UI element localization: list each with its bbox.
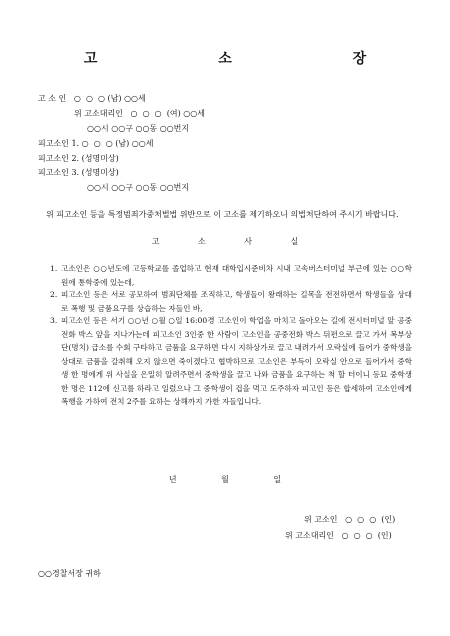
date-line: 년 월 일 [168, 475, 282, 484]
intro-paragraph: 위 피고소인 등을 특정범죄가중처벌법 위반으로 이 고소를 제기하오니 의법처단하여 주시기 바랍니다. [46, 210, 399, 219]
fact-number: 2. [50, 290, 58, 299]
fact-item-1 [50, 262, 412, 289]
fact-text: 피고소인 등은 서기 ○○년 ○월 ○일 16:00경 고소인이 학업을 마치고 돌아오는 길에 전시터미널 앞 공중전화 박스 앞을 지나가는데 피고소인 3인중 한 사람이 고소인을 공중전화 박스 뒤편으로 끌고 가서 복부상단(명치) 급소를 수회 구타하고 금품을 요구하면 다시 지하상가로 끌고 내려가서 오락실에 들어가 중학생을 상대로 금품을 갈취해 오지 않으면 죽이겠다고 협박하므로 고소인은 부득이 오락실 안으로 들어가서 중학생 한 명에게 위 사실을 은밀히 알려주면서 중학생을 끌고 나와 금품을 요구하는 척 할 터이니 등묘 중학생 한 명은 112에 신고를 하라고 일렀으나 그 중학생이 겁을 먹고 도주하자 피고인 등은 합세하여 고소인에게 폭행을 가하여 전치 2주를 요하는 상해까지 가한 자들입니다. [61, 316, 412, 406]
section-heading: 고 소 사 실 [151, 237, 317, 246]
defendant-3-line: 피고소인 3. (성명미상) [38, 168, 119, 177]
defendant-2-line: 피고소인 2. (성명미상) [38, 154, 119, 163]
complainant-address: ○○시 ○○구 ○○동 ○○번지 [87, 124, 190, 133]
defendant-1-line: 피고소인 1. ○ ○ ○ (남) ○○세 [38, 139, 154, 148]
addressee: ○○경찰서장 귀하 [38, 569, 101, 578]
fact-number: 3. [50, 316, 58, 325]
agent-signature: 위 고소대리인 ○ ○ ○ (인) [285, 531, 392, 540]
fact-text: 고소인은 ○○년도에 고등학교를 졸업하고 현재 대학입시준비차 시내 고속버스터미널 부근에 있는 ○○학원에 통학중에 있는데, [61, 264, 412, 287]
fact-item-3 [50, 314, 412, 409]
complainant-line: 고 소 인 ○ ○ ○ (남) ○○세 [38, 94, 146, 103]
complainant-signature: 위 고소인 ○ ○ ○ (인) [304, 515, 396, 524]
complainant-agent-line: 위 고소대리인 ○ ○ ○ (여) ○○세 [74, 109, 205, 118]
fact-item-2 [50, 288, 412, 315]
fact-number: 1. [50, 264, 58, 273]
fact-text: 피고소인 등은 서로 공모하여 범죄단체를 조직하고, 학생들이 왕래하는 길목을 전전하면서 학생들을 상대로 폭행 및 금품요구를 상습하는 자들인 바, [61, 290, 412, 313]
document-title: 고 소 장 [83, 51, 425, 67]
defendant-address: ○○시 ○○구 ○○동 ○○번지 [87, 183, 190, 192]
